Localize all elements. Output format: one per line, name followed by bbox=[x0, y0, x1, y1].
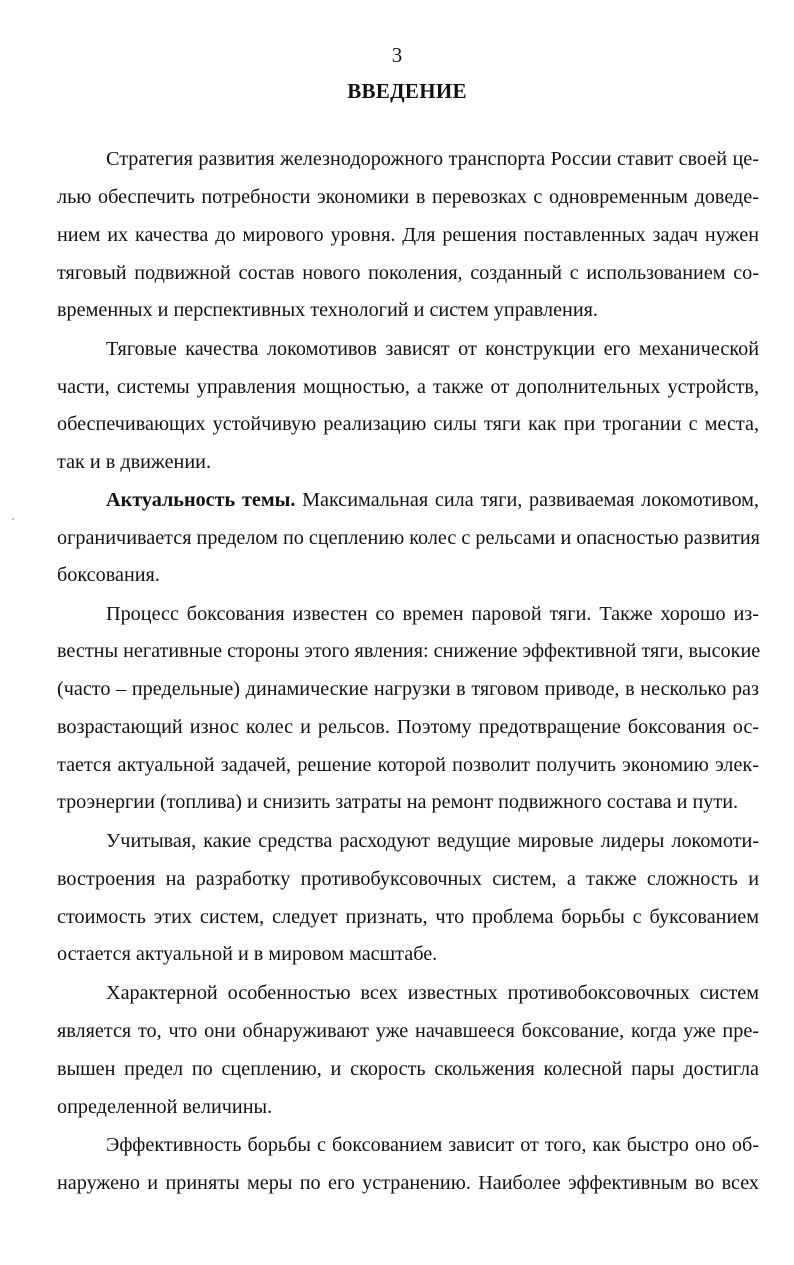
paragraph-6-line-4: определенной величины. bbox=[57, 1096, 273, 1118]
paragraph-7-line-2: наружено и приняты меры по его устранению. Наиболее эффективным во всех bbox=[57, 1172, 759, 1194]
paragraph-2-line-3: обеспечивающих устойчивую реализацию силы тяги как при трогании с места, bbox=[57, 413, 759, 435]
paragraph-7-line-1: Эффективность борьбы с боксованием зависит от того, как быстро оно об- bbox=[106, 1134, 759, 1156]
paragraph-6-line-2: является то, что они обнаруживают уже начавшееся боксование, когда уже пре- bbox=[57, 1020, 759, 1042]
paragraph-4-line-3: (часто – предельные) динамические нагрузки в тяговом приводе, в несколько раз bbox=[57, 678, 759, 700]
paragraph-3-line-1 bbox=[106, 487, 759, 513]
paragraph-4-line-5: тается актуальной задачей, решение которой позволит получить экономию элек- bbox=[57, 754, 759, 776]
paragraph-2-line-4: так и в движении. bbox=[57, 451, 212, 473]
paragraph-3-line-3: боксования. bbox=[57, 564, 160, 586]
paragraph-5-line-4: остается актуальной и в мировом масштабе. bbox=[57, 943, 438, 965]
paragraph-5-line-1: Учитывая, какие средства расходуют ведущие мировые лидеры локомоти- bbox=[106, 830, 759, 852]
paragraph-2-line-2: части, системы управления мощностью, а также от дополнительных устройств, bbox=[57, 376, 759, 398]
paragraph-5-line-3: стоимость этих систем, следует признать, что проблема борьбы с буксованием bbox=[57, 906, 759, 928]
paragraph-1-line-3: нием их качества до мирового уровня. Для решения поставленных задач нужен bbox=[57, 224, 759, 246]
paragraph-4-line-1: Процесс боксования известен со времен паровой тяги. Также хорошо из- bbox=[106, 603, 759, 625]
paragraph-1-line-2: лью обеспечить потребности экономики в перевозках с одновременным доведе- bbox=[57, 186, 759, 208]
page-title: ВВЕДЕНИЕ bbox=[347, 79, 467, 103]
paragraph-5-line-2: востроения на разработку противобуксовочных систем, а также сложность и bbox=[57, 868, 759, 890]
paragraph-6-line-3: вышен предел по сцеплению, и скорость скольжения колесной пары достигла bbox=[57, 1058, 759, 1080]
paragraph-3-lead: Актуальность темы. bbox=[106, 489, 296, 511]
paragraph-6-line-1: Характерной особенностью всех известных противобоксовочных систем bbox=[106, 982, 759, 1004]
paragraph-4-line-4: возрастающий износ колес и рельсов. Поэтому предотвращение боксования ос- bbox=[57, 716, 759, 738]
paragraph-3-line-2: ограничивается пределом по сцеплению колес с рельсами и опасностью развития bbox=[57, 527, 760, 549]
paragraph-1-line-5: временных и перспективных технологий и систем управления. bbox=[57, 299, 598, 321]
paragraph-2-line-1: Тяговые качества локомотивов зависят от конструкции его механической bbox=[106, 338, 759, 360]
page-number: 3 bbox=[391, 43, 403, 67]
paragraph-4-line-2: вестны негативные стороны этого явления: снижение эффективной тяги, высокие bbox=[57, 640, 761, 662]
scan-speck bbox=[12, 518, 14, 520]
paragraph-3-line-1-text: Максимальная сила тяги, развиваемая локомотивом, bbox=[295, 489, 759, 511]
paragraph-1-line-4: тяговый подвижной состав нового поколения, созданный с использованием со- bbox=[57, 262, 759, 284]
paragraph-4-line-6: троэнергии (топлива) и снизить затраты на ремонт подвижного состава и пути. bbox=[57, 791, 739, 813]
paragraph-1-line-1: Стратегия развития железнодорожного транспорта России ставит своей це- bbox=[106, 148, 759, 170]
